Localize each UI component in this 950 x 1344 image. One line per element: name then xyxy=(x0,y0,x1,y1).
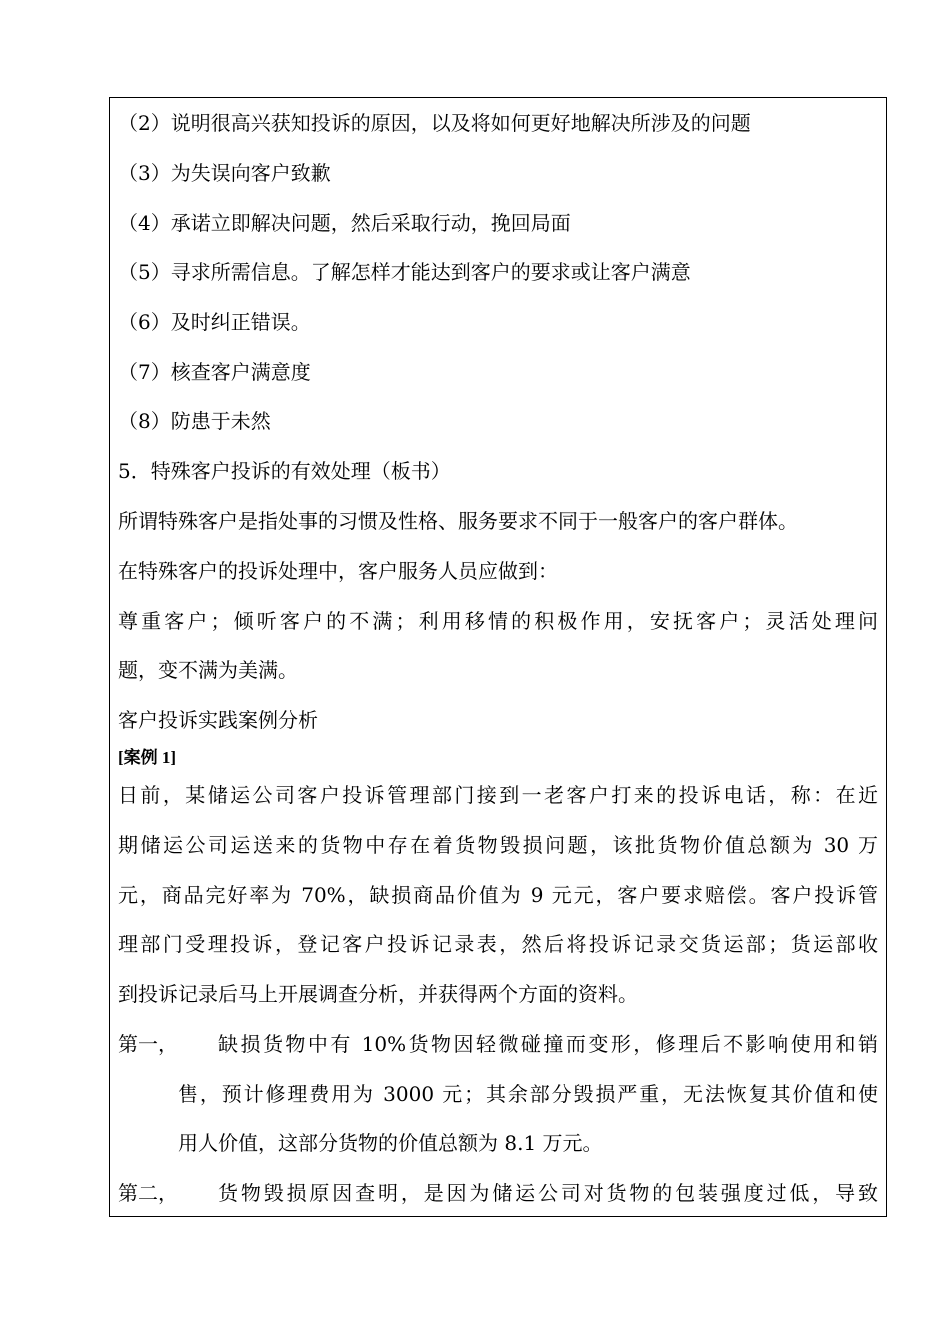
paragraph-line: 所谓特殊客户是指处事的习惯及性格、服务要求不同于一般客户的客户群体。 xyxy=(118,509,798,533)
paragraph-line: 缺损货物中有 10%货物因轻微碰撞而变形，修理后不影响使用和销 xyxy=(218,1032,878,1056)
section-heading: 客户投诉实践案例分析 xyxy=(118,708,318,732)
paragraph-line: 用人价值，这部分货物的价值总额为 8.1 万元。 xyxy=(178,1131,603,1155)
paragraph-line: 货物毁损原因查明，是因为储运公司对货物的包装强度过低，导致 xyxy=(218,1181,878,1205)
paragraph-line: 到投诉记录后马上开展调查分析，并获得两个方面的资料。 xyxy=(118,982,638,1006)
paragraph-line: 题，变不满为美满。 xyxy=(118,658,298,682)
paragraph-line: 在特殊客户的投诉处理中，客户服务人员应做到： xyxy=(118,559,558,583)
paragraph-line: 日前，某储运公司客户投诉管理部门接到一老客户打来的投诉电话，称：在近 xyxy=(118,783,878,807)
paragraph-line: 售，预计修理费用为 3000 元；其余部分毁损严重，无法恢复其价值和使 xyxy=(178,1082,878,1106)
item-label-first: 第一， xyxy=(118,1032,178,1056)
list-item: （3）为失误向客户致歉 xyxy=(118,161,331,185)
paragraph-line: 理部门受理投诉，登记客户投诉记录表，然后将投诉记录交货运部；货运部收 xyxy=(118,932,878,956)
paragraph-line: 期储运公司运送来的货物中存在着货物毁损问题，该批货物价值总额为 30 万 xyxy=(118,833,878,857)
list-item: （5）寻求所需信息。了解怎样才能达到客户的要求或让客户满意 xyxy=(118,260,691,284)
list-item: （8）防患于未然 xyxy=(118,409,271,433)
list-item: （7）核查客户满意度 xyxy=(118,360,311,384)
list-item: （6）及时纠正错误。 xyxy=(118,310,311,334)
paragraph-line: 尊重客户；倾听客户的不满；利用移情的积极作用，安抚客户；灵活处理问 xyxy=(118,609,878,633)
paragraph-line: 元，商品完好率为 70%，缺损商品价值为 9 元元，客户要求赔偿。客户投诉管 xyxy=(118,883,878,907)
list-item: （2）说明很高兴获知投诉的原因，以及将如何更好地解决所涉及的问题 xyxy=(118,111,751,135)
section-heading: 5．特殊客户投诉的有效处理（板书） xyxy=(118,459,451,483)
list-item: （4）承诺立即解决问题，然后采取行动，挽回局面 xyxy=(118,211,571,235)
case-label: [案例 1] xyxy=(118,748,177,767)
item-label-second: 第二， xyxy=(118,1181,178,1205)
